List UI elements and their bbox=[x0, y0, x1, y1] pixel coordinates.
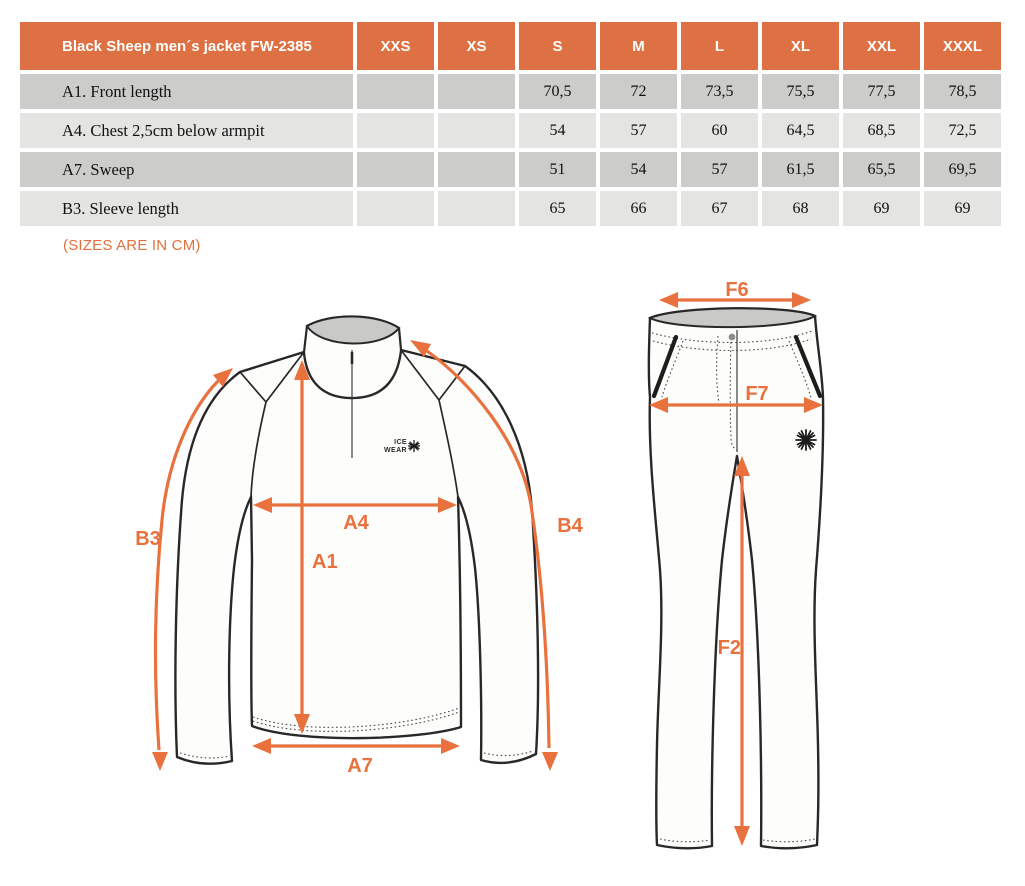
value-cell: 65,5 bbox=[843, 152, 920, 187]
jacket-b3-arrowhead-bottom bbox=[152, 752, 168, 771]
jacket-a7-arrowhead-left bbox=[252, 738, 271, 754]
jacket-a7-label: A7 bbox=[347, 755, 373, 777]
table-row bbox=[20, 191, 1001, 226]
value-cell: 68 bbox=[762, 191, 839, 226]
pants-button bbox=[729, 334, 736, 341]
units-note: (SIZES ARE IN CM) bbox=[63, 237, 201, 254]
pants-f7-label: F7 bbox=[745, 383, 769, 405]
table-row bbox=[20, 74, 1001, 109]
pants-f6-label: F6 bbox=[725, 279, 749, 301]
value-cell: 77,5 bbox=[843, 74, 920, 109]
row-label-cell: A4. Chest 2,5cm below armpit bbox=[20, 113, 353, 148]
table-row bbox=[20, 113, 1001, 148]
jacket-b3-label: B3 bbox=[135, 528, 161, 550]
value-cell: 61,5 bbox=[762, 152, 839, 187]
value-cell: 75,5 bbox=[762, 74, 839, 109]
value-cell: 68,5 bbox=[843, 113, 920, 148]
jacket-a1-label: A1 bbox=[312, 551, 338, 573]
size-column-header: L bbox=[681, 22, 758, 70]
size-column-header: XS bbox=[438, 22, 515, 70]
value-cell bbox=[438, 113, 515, 148]
value-cell bbox=[438, 74, 515, 109]
value-cell: 51 bbox=[519, 152, 596, 187]
value-cell: 70,5 bbox=[519, 74, 596, 109]
value-cell: 54 bbox=[519, 113, 596, 148]
value-cell: 69 bbox=[924, 191, 1001, 226]
pants-body-outline bbox=[649, 308, 823, 848]
value-cell: 78,5 bbox=[924, 74, 1001, 109]
jacket-diagram bbox=[120, 290, 620, 800]
value-cell: 64,5 bbox=[762, 113, 839, 148]
value-cell bbox=[438, 191, 515, 226]
value-cell: 66 bbox=[600, 191, 677, 226]
jacket-a7-arrowhead-right bbox=[441, 738, 460, 754]
value-cell: 69,5 bbox=[924, 152, 1001, 187]
pants-diagram bbox=[630, 278, 1025, 886]
table-header-row bbox=[20, 22, 1001, 70]
size-column-header: XXL bbox=[843, 22, 920, 70]
jacket-logo-snowflake-icon bbox=[409, 441, 420, 452]
value-cell bbox=[357, 113, 434, 148]
row-label-cell: A1. Front length bbox=[20, 74, 353, 109]
jacket-b4-arrowhead-bottom bbox=[542, 752, 558, 771]
value-cell: 57 bbox=[600, 113, 677, 148]
size-table bbox=[16, 18, 1005, 230]
pants-f6-arrowhead-right bbox=[792, 292, 811, 308]
jacket-body-outline bbox=[175, 350, 538, 764]
size-column-header: XXS bbox=[357, 22, 434, 70]
value-cell: 69 bbox=[843, 191, 920, 226]
value-cell bbox=[357, 191, 434, 226]
value-cell: 57 bbox=[681, 152, 758, 187]
pants-f2-arrowhead-bottom bbox=[734, 826, 750, 846]
row-label-cell: A7. Sweep bbox=[20, 152, 353, 187]
value-cell: 72 bbox=[600, 74, 677, 109]
size-column-header: XL bbox=[762, 22, 839, 70]
value-cell bbox=[357, 74, 434, 109]
table-title: Black Sheep men´s jacket FW-2385 bbox=[20, 22, 353, 70]
row-label-cell: B3. Sleeve length bbox=[20, 191, 353, 226]
jacket-a4-label: A4 bbox=[343, 512, 369, 534]
value-cell: 65 bbox=[519, 191, 596, 226]
size-column-header: M bbox=[600, 22, 677, 70]
value-cell: 67 bbox=[681, 191, 758, 226]
size-column-header: XXXL bbox=[924, 22, 1001, 70]
value-cell: 72,5 bbox=[924, 113, 1001, 148]
value-cell: 54 bbox=[600, 152, 677, 187]
pants-f2-label: F2 bbox=[717, 637, 741, 659]
jacket-logo-ice: ICE bbox=[394, 439, 407, 446]
jacket-logo-wear: WEAR bbox=[384, 447, 407, 454]
table-row bbox=[20, 152, 1001, 187]
pants-f6-arrowhead-left bbox=[659, 292, 678, 308]
jacket-b4-label: B4 bbox=[557, 515, 583, 537]
pants-snowflake-icon bbox=[796, 430, 816, 450]
size-column-header: S bbox=[519, 22, 596, 70]
value-cell: 73,5 bbox=[681, 74, 758, 109]
value-cell bbox=[438, 152, 515, 187]
value-cell bbox=[357, 152, 434, 187]
value-cell: 60 bbox=[681, 113, 758, 148]
